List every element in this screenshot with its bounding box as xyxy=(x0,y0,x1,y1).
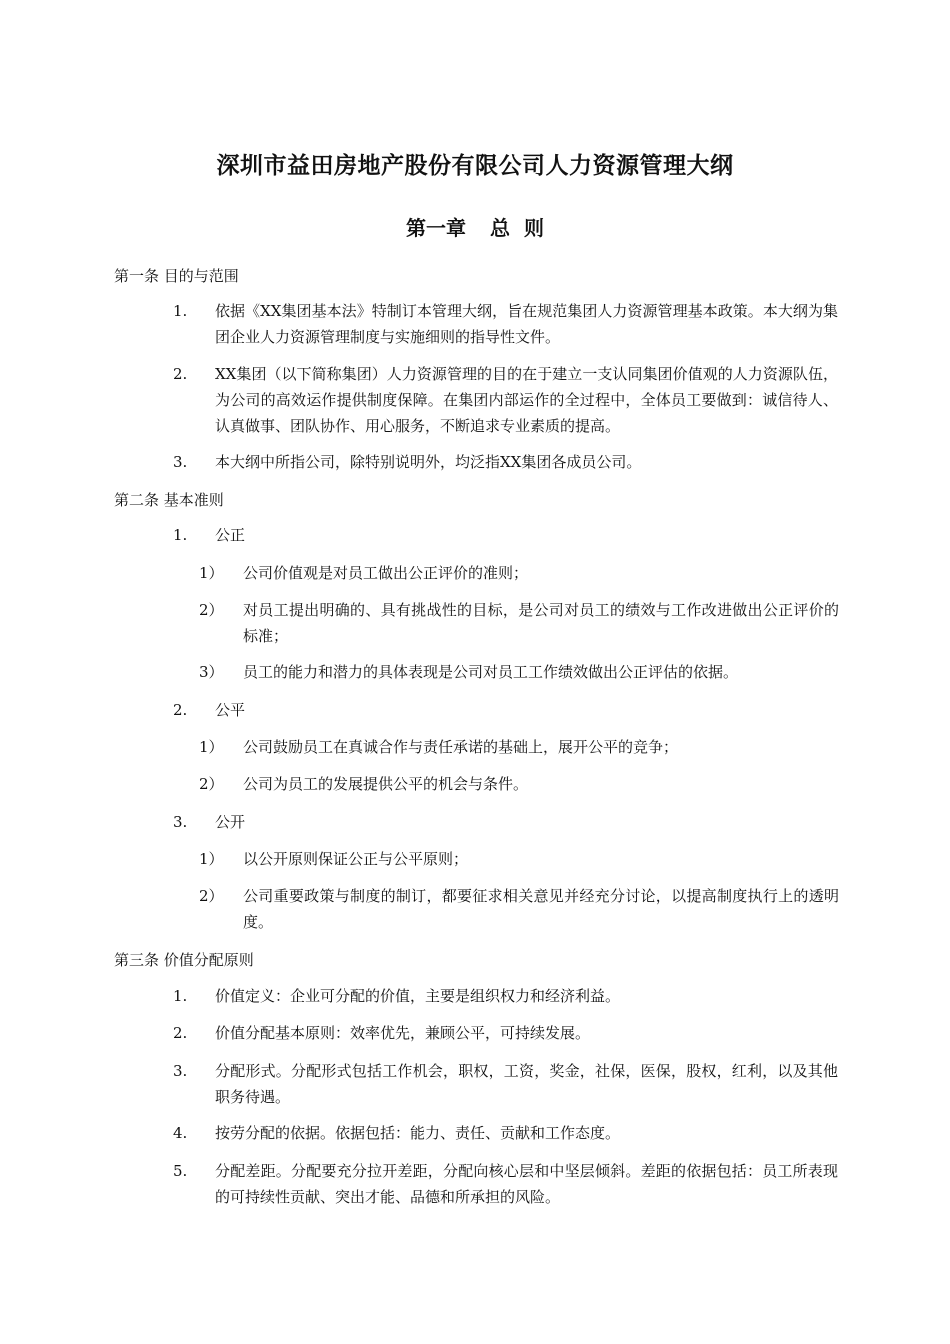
article-heading: 第一条 目的与范围 xyxy=(114,267,239,285)
item-number: 5. xyxy=(173,1162,188,1180)
sub-item-text: 公司重要政策与制度的制订，都要征求相关意见并经充分讨论，以提高制度执行上的透明度。 xyxy=(243,887,839,931)
item-text: 公开 xyxy=(215,813,246,831)
article-heading: 第三条 价值分配原则 xyxy=(114,951,254,969)
sub-item xyxy=(199,659,839,685)
item-text: 价值分配基本原则：效率优先，兼顾公平，可持续发展。 xyxy=(215,1024,591,1042)
sub-item-text: 公司鼓励员工在真诚合作与责任承诺的基础上，展开公平的竞争； xyxy=(243,738,679,756)
list-item xyxy=(173,522,838,548)
item-number: 1. xyxy=(173,987,188,1005)
sub-item xyxy=(199,734,839,760)
chapter-label: 第一章 xyxy=(406,216,467,240)
sub-item-number: 2） xyxy=(199,887,224,905)
document-title: 深圳市益田房地产股份有限公司人力资源管理大纲 xyxy=(216,152,734,179)
list-item xyxy=(173,449,838,475)
list-item xyxy=(173,697,838,723)
sub-item-text: 以公开原则保证公正与公平原则； xyxy=(243,850,469,868)
item-number: 2. xyxy=(173,701,188,719)
item-text: 公平 xyxy=(215,701,246,719)
item-text: 价值定义：企业可分配的价值，主要是组织权力和经济利益。 xyxy=(215,987,621,1005)
sub-item xyxy=(199,597,839,649)
sub-item xyxy=(199,560,839,586)
sub-item xyxy=(199,771,839,797)
sub-item-text: 员工的能力和潜力的具体表现是公司对员工工作绩效做出公正评估的依据。 xyxy=(243,663,739,681)
list-item xyxy=(173,1158,838,1210)
chapter-name: 总 则 xyxy=(490,216,544,240)
item-number: 4. xyxy=(173,1124,188,1142)
list-item xyxy=(173,361,838,439)
sub-item-number: 1） xyxy=(199,564,224,582)
sub-item-number: 2） xyxy=(199,775,224,793)
item-number: 2. xyxy=(173,365,188,383)
item-number: 3. xyxy=(173,453,188,471)
sub-item-text: 对员工提出明确的、具有挑战性的目标，是公司对员工的绩效与工作改进做出公正评价的标准； xyxy=(243,601,839,645)
item-number: 1. xyxy=(173,526,188,544)
sub-item-text: 公司价值观是对员工做出公正评价的准则； xyxy=(243,564,529,582)
list-item xyxy=(173,983,838,1009)
list-item xyxy=(173,1120,838,1146)
item-number: 2. xyxy=(173,1024,188,1042)
sub-item-text: 公司为员工的发展提供公平的机会与条件。 xyxy=(243,775,529,793)
sub-item xyxy=(199,846,839,872)
list-item xyxy=(173,809,838,835)
item-number: 3. xyxy=(173,813,188,831)
article-heading: 第二条 基本准则 xyxy=(114,491,224,509)
item-text: XX集团（以下简称集团）人力资源管理的目的在于建立一支认同集团价值观的人力资源队伍，为公司的高效运作提供制度保障。在集团内部运作的全过程中，全体员工要做到：诚信待人、认真做事、团队协作、用心服务，不断追求专业素质的提高。 xyxy=(215,365,838,435)
item-text: 分配差距。分配要充分拉开差距，分配向核心层和中坚层倾斜。差距的依据包括：员工所表现的可持续性贡献、突出才能、品德和所承担的风险。 xyxy=(215,1162,838,1206)
item-text: 公正 xyxy=(215,526,246,544)
item-text: 分配形式。分配形式包括工作机会，职权，工资，奖金，社保，医保，股权，红利，以及其他职务待遇。 xyxy=(215,1062,838,1106)
item-number: 3. xyxy=(173,1062,188,1080)
list-item xyxy=(173,1058,838,1110)
sub-item xyxy=(199,883,839,935)
item-number: 1. xyxy=(173,302,188,320)
list-item xyxy=(173,1020,838,1046)
sub-item-number: 1） xyxy=(199,850,224,868)
sub-item-number: 2） xyxy=(199,601,224,619)
item-text: 按劳分配的依据。依据包括：能力、责任、贡献和工作态度。 xyxy=(215,1124,621,1142)
item-text: 依据《XX集团基本法》特制订本管理大纲，旨在规范集团人力资源管理基本政策。本大纲为集团企业人力资源管理制度与实施细则的指导性文件。 xyxy=(215,302,838,346)
list-item xyxy=(173,298,838,350)
item-text: 本大纲中所指公司，除特别说明外，均泛指XX集团各成员公司。 xyxy=(215,453,642,471)
chapter-heading xyxy=(0,212,950,241)
sub-item-number: 1） xyxy=(199,738,224,756)
sub-item-number: 3） xyxy=(199,663,224,681)
